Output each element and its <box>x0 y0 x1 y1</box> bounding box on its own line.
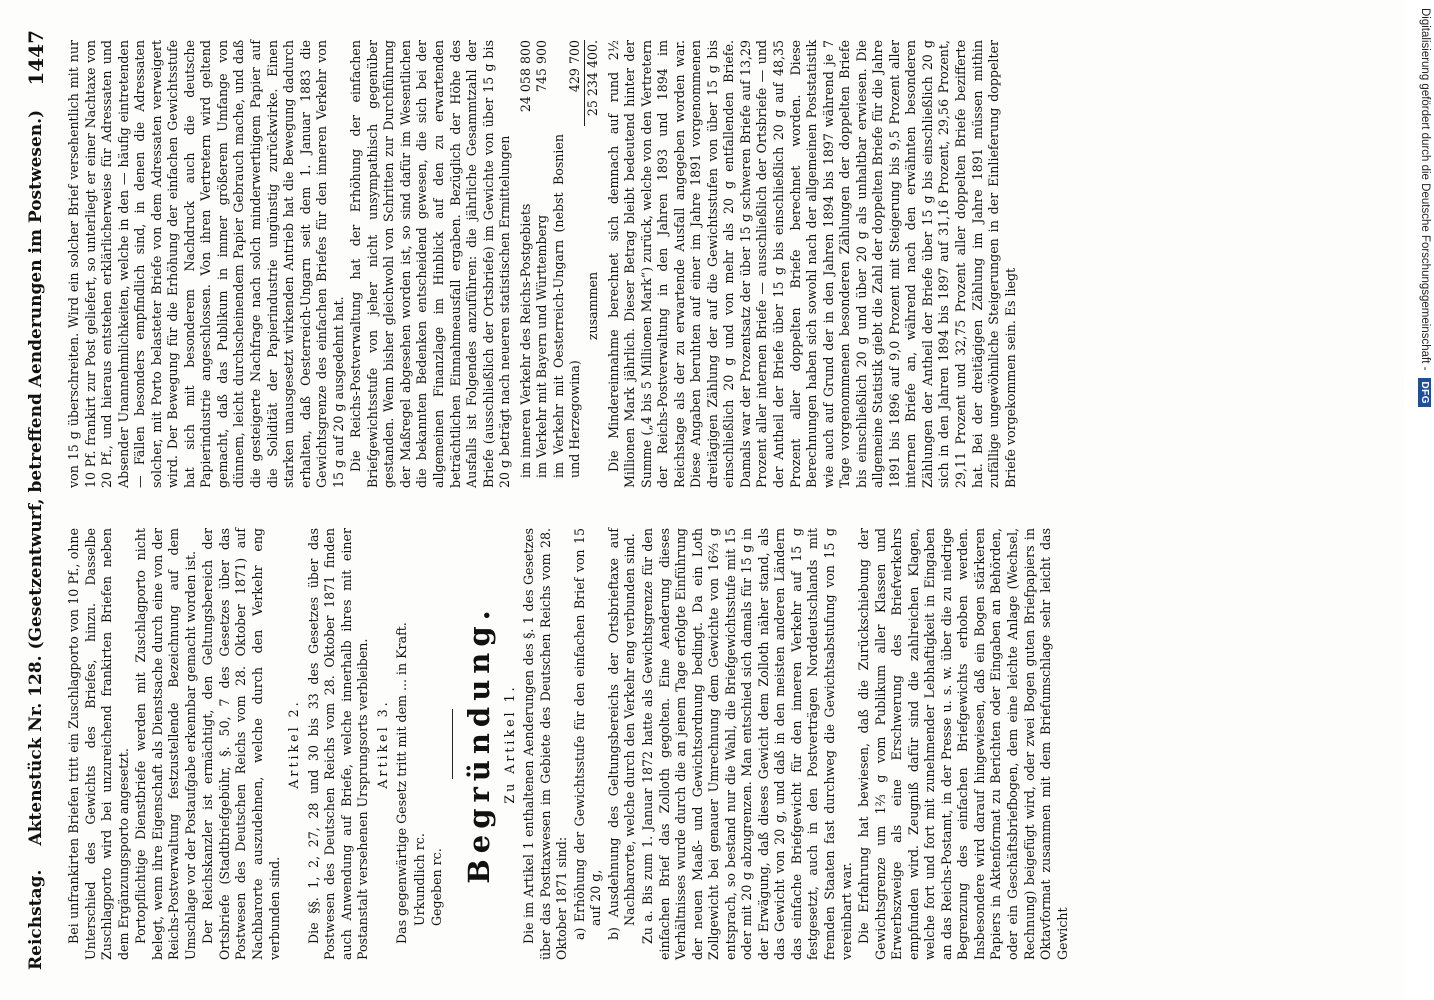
paragraph: Die Erfahrung hat bewiesen, daß die Zurückschiebung der Gewichtsgrenze um 1⅔ g vom Publikum aller Klassen und Erwerbszweige als eine Erschwerung des Briefverkehrs empfunden wird. Zeugniß dafür sind die zahlreichen Klagen, welche fort und fort mit zunehmender Lebhaftigkeit in Eingaben an das Reichs-Postamt, in der Presse u. s. w. über die zu niedrige Begrenzung des einfachen Briefgewichts erhoben werden. Insbesondere wird darauf hingewiesen, daß ein Bogen stärkeren Papiers in Aktenformat zu Berichten oder Eingaben an Behörden, oder ein Geschäftsbriefbogen, dem eine leichte Anlage (Wechsel, Rechnung) beigefügt wird, oder zwei Bogen guten Briefpapiers in Oktavformat zusammen mit dem Briefumschlage sehr leicht das Gewicht <box>856 528 1070 960</box>
paragraph: Die Mindereinnahme berechnet sich demnach auf rund 2½ Millionen Mark jährlich. Dieser Betrag bleibt bedeutend hinter der Summe („4 bis 5 Millionen Mark“) zurück, welche von den Vertretern der Reichs-Postverwaltung in den Jahren 1893 und 1894 im Reichstage als der zu erwartende Ausfall angegeben worden war. Diese Angaben beruhten auf einer im Jahre 1891 vorgenommenen dreitägigen Zählung der auf die Gewichtsstufen von über 15 g bis einschließlich 20 g und von mehr als 20 g entfallenden Briefe. Damals war der Prozentsatz der über 15 g schweren Briefe auf 13,29 Prozent aller internen Briefe — ausschließlich der Ortsbriefe — und der Antheil der Briefe über 15 g bis einschließlich 20 g auf 48,35 Prozent aller doppelten Briefe berechnet worden. Diese Berechnungen haben sich sowohl nach der allgemeinen Poststatistik wie auch auf Grund der in den Jahren 1894 bis 1897 während je 7 Tage vorgenommenen besonderen Zählungen der doppelten Briefe bis einschließlich 20 g und über 20 g als unhaltbar erwiesen. Die allgemeine Statistik giebt die Zahl der doppelten Briefe für die Jahre 1891 bis 1896 auf 9,0 Prozent mit Steigerung bis 9,5 Prozent aller internen Briefe an, während nach den erwähnten besonderen Zählungen der Antheil der Briefe über 15 g bis einschließlich 20 g sich in den Jahren 1894 bis 1897 auf 31,16 Prozent, 29,56 Prozent, 29,11 Prozent und 32,75 Prozent aller doppelten Briefe bezifferte hat. Bei der dreitägigen Zählung im Jahre 1891 müssen mithin zufällige ungewöhnliche Steigerungen in der Einlieferung doppelter Briefe vorgekommen sein. Es liegt <box>605 40 1018 488</box>
section-heading: Begründung. <box>462 604 497 884</box>
closing-line: Gegeben rc. <box>429 848 445 926</box>
paragraph: Die Reichs-Postverwaltung hat der Erhöhung der einfachen Briefgewichtsstufe von jeher nicht unsympathisch gegenüber gestanden. Wenn bisher gleichwohl von Schritten zur Durchführung der Maßregel abgesehen worden ist, so sind dafür im Wesentlichen die bekannten Bedenken entscheidend gewesen, die sich bei der allgemeinen Finanzlage im Hinblick auf den zu erwartenden beträchtlichen Einnahmeausfall ergaben. Bezüglich der Höhe des Ausfalls ist Folgendes anzuführen: die jährliche Gesammtzahl der Briefe (ausschließlich der Ortsbriefe) im Gewichte von über 15 g bis 20 g beträgt nach neueren statistischen Ermittelungen <box>348 40 513 488</box>
statistics-row <box>534 40 551 478</box>
dfg-logo: DFG <box>1419 378 1432 407</box>
article-heading: Artikel 2. <box>286 699 302 789</box>
statistics-total-value: 25 234 400. <box>584 40 602 126</box>
paragraph: Zu a. Bis zum 1. Januar 1872 hatte als Gewichtsgrenze für den einfachen Brief das Zolloth gegolten. Eine Aenderung dieses Verhältnisses wurde durch die an jenem Tage erfolgte Einführung der neuen Maaß- und Gewichtsordnung bedingt. Da ein Loth Zollgewicht bei genauer Umrechnung dem Gewichte von 16⅔ g entsprach, so bestand nur die Wahl, die Briefgewichtsstufe mit 15 oder mit 20 g abzugrenzen. Man entschied sich damals für 15 g in der Erwägung, daß dieses Gewicht dem Zolloth näher stand, als das Gewicht von 20 g, und daß in den meisten anderen Ländern das einfache Briefgewicht für den inneren Verkehr auf 15 g festgesetzt, auch in den Postverträgen Norddeutschlands mit fremden Staaten fast durchweg die Gewichtsabstufung von 15 g vereinbart war. <box>639 528 854 960</box>
statistics-label: im Verkehr mit Oesterreich-Ungarn (nebst Bosnien und Herzegowina) <box>550 134 583 478</box>
statistics-row <box>551 40 584 478</box>
statistics-label: im Verkehr mit Bayern und Württemberg <box>534 214 550 478</box>
digitization-note-text: Digitalisierung gefördert durch die Deutsche Forschungsgemeinschaft - <box>1419 8 1431 371</box>
statistics-table <box>518 40 602 478</box>
list-item: b) Ausdehnung des Geltungsbereichs der Ortsbrieftaxe auf Nachbarorte, welche durch den Verkehr eng verbunden sind. <box>605 528 638 940</box>
statistics-total-row <box>584 40 602 478</box>
header-title: Aktenstück Nr. 128. (Gesetzentwurf, betreffend Aenderungen im Postwesen.) <box>26 109 46 846</box>
header-left: Reichstag. <box>26 869 46 970</box>
paragraph: von 15 g überschreiten. Wird ein solcher Brief versehentlich mit nur 10 Pf. frankirt zur Post geliefert, so unterliegt er einer Nachtaxe von 20 Pf., und hieraus entstehen erklärlicherweise für Adressaten und Absender Unannehmlichkeiten, welche in den — häufig eintretenden — Fällen besonders empfindlich sind, in denen die Adressaten solcher, mit Porto belasteter Briefe von dem Adressaten verweigert wird. Der Bewegung für die Erhöhung der einfachen Gewichtsstufe hat sich mit besonderem Nachdruck auch die deutsche Papierindustrie angeschlossen. Von ihren Vertretern wird geltend gemacht, daß das Publikum in immer größerem Umfange von dünnem, leicht durchscheinendem Papier Gebrauch mache, und daß die gesteigerte Nachfrage nach solch minderwerthigem Papier auf die Solidität der Papierindustrie ungünstig zurückwirke. Einen starken unausgesetzt wirkenden Antrieb hat die Bewegung dadurch erhalten, daß Oesterreich-Ungarn seit dem 1. Januar 1883 die Gewichtsgrenze des einfachen Briefes für den inneren Verkehr von 15 g auf 20 g ausgedehnt hat. <box>66 40 346 488</box>
left-column <box>66 528 1072 960</box>
page-header <box>16 30 56 970</box>
statistics-value: 429 700 <box>567 40 583 93</box>
statistics-row <box>518 40 535 478</box>
right-column <box>66 40 1020 488</box>
statistics-value: 745 900 <box>534 40 550 93</box>
article-heading: Zu Artikel 1. <box>501 684 517 804</box>
list-item: a) Erhöhung der Gewichtsstufe für den einfachen Brief von 15 auf 20 g, <box>571 528 604 940</box>
statistics-value: 24 058 800 <box>517 40 533 113</box>
statistics-label: im inneren Verkehr des Reichs-Postgebiets <box>517 203 533 478</box>
paragraph: Der Reichskanzler ist ermächtigt, den Geltungsbereich der Ortsbriefe (Stadtbriefgebühr, §. 50, 7 des Gesetzes über das Postwesen des Deutschen Reichs vom 28. Oktober 1871) auf Nachbarorte auszudehnen, welche durch den Verkehr eng verbunden sind. <box>200 528 282 960</box>
digitization-note <box>1416 8 1434 992</box>
article-heading: Artikel 3. <box>374 699 390 789</box>
separator-rule <box>452 709 453 779</box>
paragraph: Das gegenwärtige Gesetz tritt mit dem ... in Kraft. <box>394 622 410 944</box>
paragraph: Bei unfrankirten Briefen tritt ein Zuschlagporto von 10 Pf., ohne Unterschied des Gewichts des Briefes, hinzu. Dasselbe Zuschlagporto wird bei unzureichend frankirten Briefen neben dem Ergänzungsporto angesetzt. <box>66 528 131 960</box>
closing-line: Urkundlich rc. <box>411 833 427 926</box>
paragraph: Portopflichtige Dienstbriefe werden mit Zuschlagporto nicht belegt, wenn ihre Eigenschaft als Dienstsache durch eine von der Reichs-Postverwaltung festzustellende Bezeichnung auf dem Umschlage vor der Postaufgabe erkennbar gemacht worden ist. <box>133 528 198 960</box>
paragraph: Die im Artikel 1 enthaltenen Aenderungen des §. 1 des Gesetzes über das Posttaxwesen im Gebiete des Deutschen Reichs vom 28. Oktober 1871 sind: <box>521 528 570 960</box>
page-number: 1447 <box>24 30 48 86</box>
paragraph: Die §§. 1, 2, 27, 28 und 30 bis 33 des Gesetzes über das Postwesen des Deutschen Reichs vom 28. Oktober 1871 finden auch Anwendung auf Briefe, welche innerhalb ihres mit einer Postanstalt versehenen Ursprungsorts verbleiben. <box>305 528 371 960</box>
statistics-total-label: zusammen <box>584 271 600 341</box>
